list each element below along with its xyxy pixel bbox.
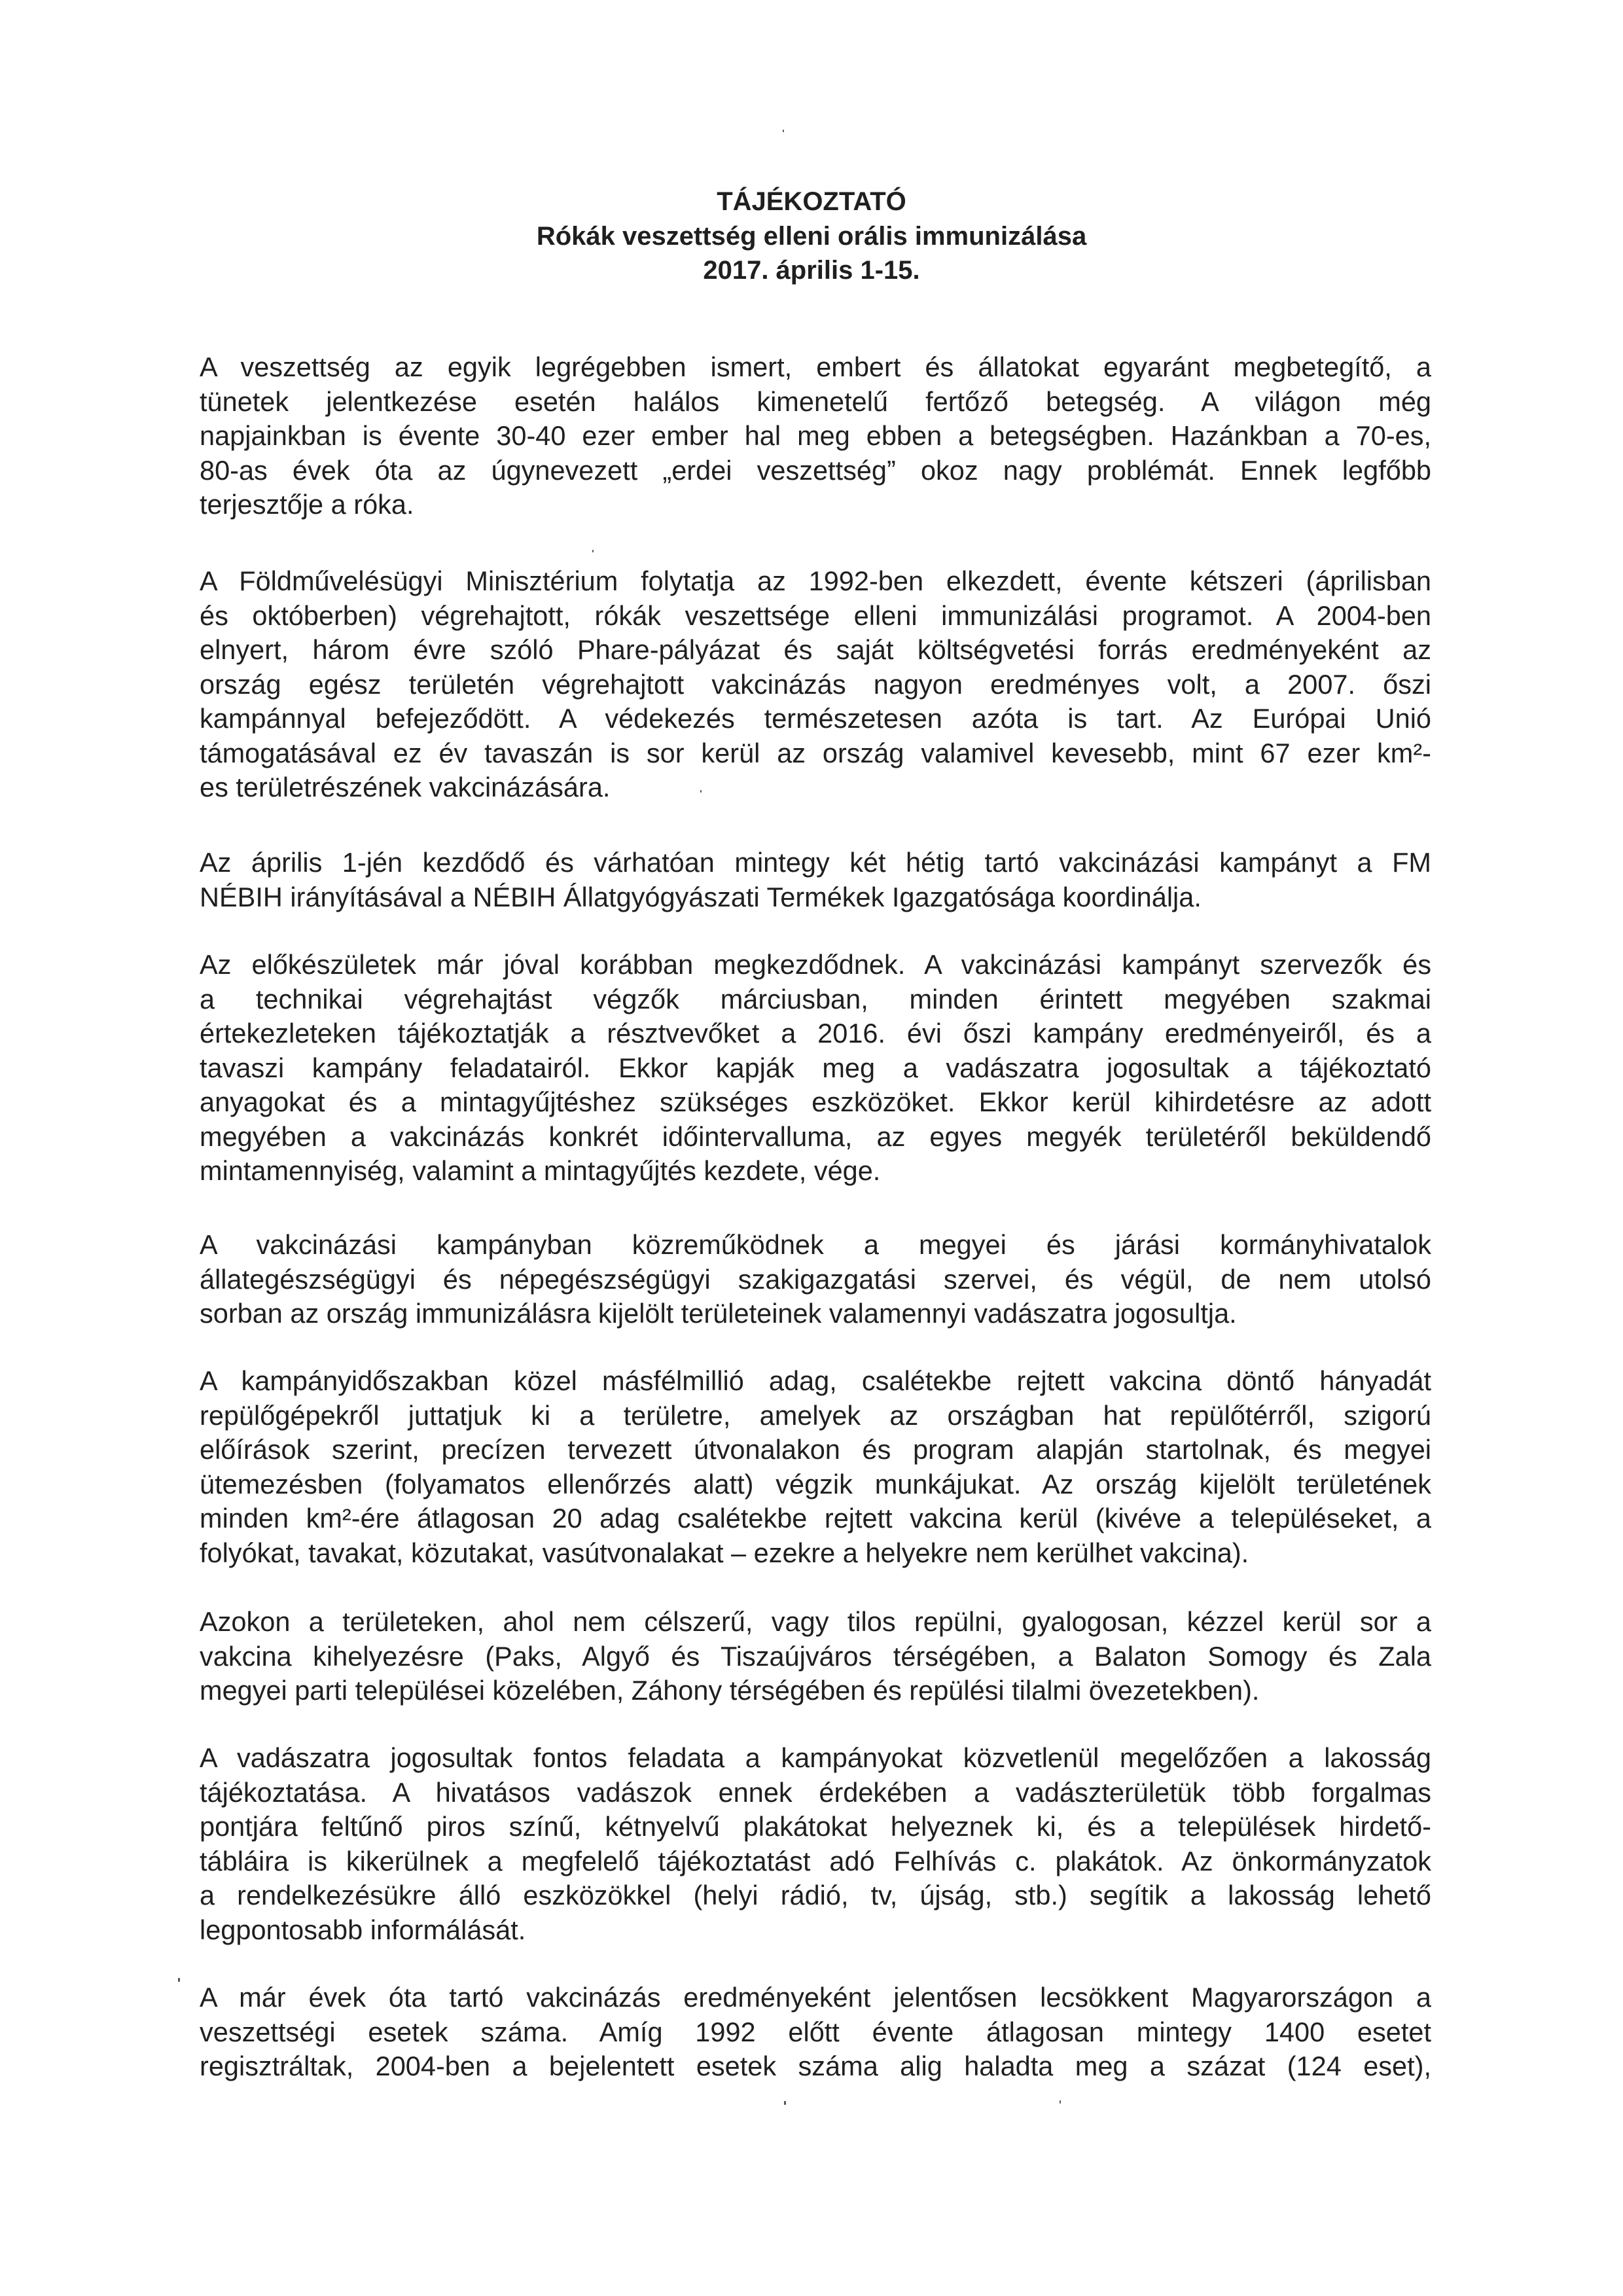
paragraph-line: Az előkészületek már jóval korábban megkezdődnek. A vakcinázási kampányt szervezők és bbox=[200, 949, 1431, 980]
paragraph-line: kampánnyal befejeződött. A védekezés természetesen azóta is tart. Az Európai Unió bbox=[200, 703, 1431, 734]
paragraph-line: megyében a vakcinázás konkrét időintervalluma, az egyes megyék területéről beküldendő bbox=[200, 1121, 1431, 1152]
paragraph-line: tájékoztatása. A hivatásos vadászok ennek érdekében a vadászterületük több forgalmas bbox=[200, 1776, 1431, 1808]
paragraph-line: tavaszi kampány feladatairól. Ekkor kapják meg a vadászatra jogosultak a tájékoztató bbox=[200, 1052, 1431, 1083]
paragraph-line: megyei parti települései közelében, Záhony térségében és repülési tilalmi övezetekben). bbox=[200, 1675, 1260, 1706]
paragraph bbox=[200, 564, 1431, 805]
scan-speck bbox=[592, 550, 594, 552]
paragraph-line: mintamennyiség, valamint a mintagyűjtés kezdete, vége. bbox=[200, 1155, 881, 1186]
paragraph-line: előírások szerint, precízen tervezett útvonalakon és program alapján startolnak, és megyei bbox=[200, 1434, 1431, 1465]
paragraph-line: es területrészének vakcinázására. bbox=[200, 772, 611, 802]
paragraph-line: A kampányidőszakban közel másfélmillió adag, csalétekbe rejtett vakcina döntő hányadát bbox=[200, 1365, 1431, 1396]
scan-speck bbox=[783, 130, 784, 132]
paragraph-line: regisztráltak, 2004-ben a bejelentett esetek száma alig haladta meg a százat (124 eset), bbox=[200, 2051, 1431, 2081]
paragraph bbox=[200, 1741, 1431, 1947]
paragraph bbox=[200, 948, 1431, 1189]
paragraph-line: Azokon a területeken, ahol nem célszerű, vagy tilos repülni, gyalogosan, kézzel kerül sor a bbox=[200, 1606, 1431, 1637]
paragraph-line: 80-as évek óta az úgynevezett „erdei veszettség” okoz nagy problémát. Ennek legfőbb bbox=[200, 454, 1431, 486]
paragraph-line: értekezleteken tájékoztatják a résztvevőket a 2016. évi őszi kampány eredményeiről, és a bbox=[200, 1018, 1431, 1049]
paragraph-line: minden km²-ére átlagosan 20 adag csalétekbe rejtett vakcina kerül (kivéve a településeket, a bbox=[200, 1503, 1431, 1534]
paragraph-line: vakcina kihelyezésre (Paks, Algyő és Tiszaújváros térségében, a Balaton Somogy és Zala bbox=[200, 1640, 1431, 1672]
paragraph-line: a technikai végrehajtást végzők márciusban, minden érintett megyében szakmai bbox=[200, 983, 1431, 1014]
paragraph-line: pontjára feltűnő piros színű, kétnyelvű plakátokat helyeznek ki, és a települések hirdető- bbox=[200, 1811, 1431, 1842]
paragraph-line: folyókat, tavakat, közutakat, vasútvonalakat – ezekre a helyekre nem kerülhet vakcina). bbox=[200, 1537, 1249, 1568]
paragraph-line: a rendelkezésükre álló eszközökkel (helyi rádió, tv, újság, stb.) segítik a lakosság lehető bbox=[200, 1880, 1431, 1910]
paragraph bbox=[200, 1364, 1431, 1570]
paragraph-line: terjesztője a róka. bbox=[200, 489, 414, 520]
paragraph-line: állategészségügyi és népegészségügyi szakigazgatási szervei, és végül, de nem utolsó bbox=[200, 1263, 1431, 1295]
paragraph-line: A vakcinázási kampányban közreműködnek a megyei és járási kormányhivatalok bbox=[200, 1229, 1431, 1260]
paragraph-line: Az április 1-jén kezdődő és várhatóan mintegy két hétig tartó vakcinázási kampányt a FM bbox=[200, 847, 1431, 878]
paragraph bbox=[200, 1605, 1431, 1708]
scan-speck bbox=[700, 790, 702, 793]
paragraph-line: ország egész területén végrehajtott vakcinázás nagyon eredményes volt, a 2007. őszi bbox=[200, 668, 1431, 700]
paragraph bbox=[200, 846, 1431, 914]
paragraph-line: NÉBIH irányításával a NÉBIH Állatgyógyászati Termékek Igazgatósága koordinálja. bbox=[200, 881, 1202, 912]
scan-speck bbox=[1060, 2100, 1061, 2104]
paragraph-line: és októberben) végrehajtott, rókák veszettsége elleni immunizálási programot. A 2004-ben bbox=[200, 600, 1431, 631]
paragraph-line: tünetek jelentkezése esetén halálos kimenetelű fertőző betegség. A világon még bbox=[200, 386, 1431, 417]
document-date: 2017. április 1-15. bbox=[703, 256, 920, 285]
paragraph-line: legpontosabb informálását. bbox=[200, 1914, 526, 1945]
paragraph-line: A vadászatra jogosultak fontos feladata a kampányokat közvetlenül megelőzően a lakosság bbox=[200, 1742, 1431, 1773]
paragraph-line: repülőgépekről juttatjuk ki a területre, amelyek az országban hat repülőtérről, szigorú bbox=[200, 1399, 1431, 1431]
paragraph-line: anyagokat és a mintagyűjtéshez szükséges eszközöket. Ekkor kerül kihirdetésre az adott bbox=[200, 1086, 1431, 1117]
paragraph-line: ütemezésben (folyamatos ellenőrzés alatt) végzik munkájukat. Az ország kijelölt területének bbox=[200, 1468, 1431, 1499]
document-title: TÁJÉKOZTATÓ bbox=[717, 187, 906, 216]
paragraph-line: napjainkban is évente 30-40 ezer ember hal meg ebben a betegségben. Hazánkban a 70-es, bbox=[200, 420, 1431, 451]
paragraph-line: A Földművelésügyi Minisztérium folytatja az 1992-ben elkezdett, évente kétszeri (áprilisban bbox=[200, 565, 1431, 596]
scan-speck bbox=[784, 2101, 786, 2105]
document-header bbox=[0, 185, 1623, 288]
paragraph-line: tábláira is kikerülnek a megfelelő tájékoztatást adó Felhívás c. plakátok. Az önkormányzatok bbox=[200, 1845, 1431, 1876]
document-subtitle: Rókák veszettség elleni orális immunizálása bbox=[536, 221, 1087, 251]
paragraph-line: elnyert, három évre szóló Phare-pályázat és saját költségvetési forrás eredményeként az bbox=[200, 634, 1431, 665]
paragraph-line: A veszettség az egyik legrégebben ismert, embert és állatokat egyaránt megbetegítő, a bbox=[200, 351, 1431, 382]
paragraph-line: sorban az ország immunizálásra kijelölt területeinek valamennyi vadászatra jogosultja. bbox=[200, 1298, 1237, 1329]
paragraph-line: veszettségi esetek száma. Amíg 1992 előtt évente átlagosan mintegy 1400 esetet bbox=[200, 2016, 1431, 2047]
paragraph bbox=[200, 350, 1431, 522]
paragraph bbox=[200, 1981, 1431, 2084]
paragraph-line: támogatásával ez év tavaszán is sor kerül az ország valamivel kevesebb, mint 67 ezer km²- bbox=[200, 737, 1431, 768]
paragraph-line: A már évek óta tartó vakcinázás eredményeként jelentősen lecsökkent Magyarországon a bbox=[200, 1982, 1431, 2013]
paragraph bbox=[200, 1228, 1431, 1331]
scan-speck bbox=[178, 1978, 180, 1982]
